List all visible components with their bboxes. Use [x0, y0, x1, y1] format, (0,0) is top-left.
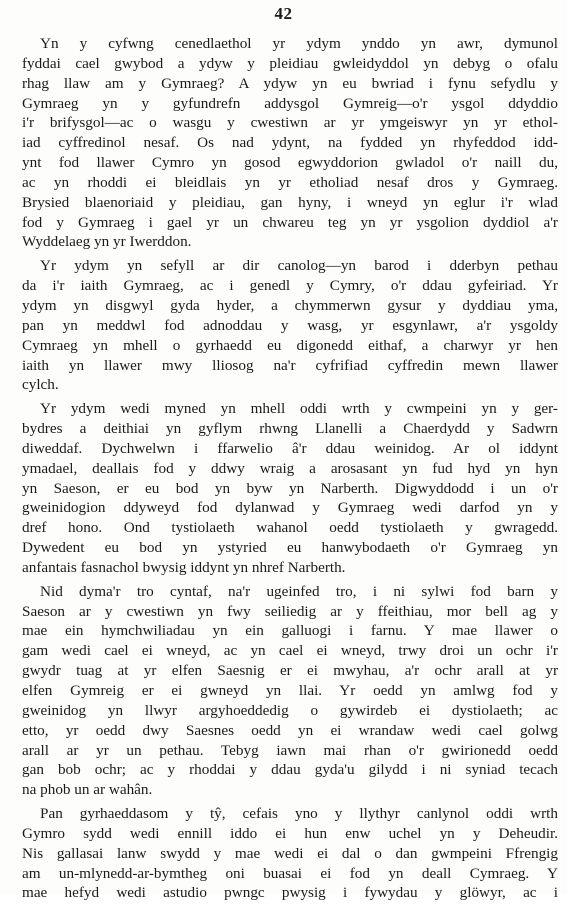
text-line: ymadael, deallais fod y ddwy wraig a arosasant yn fud hyd yn hyn — [22, 459, 558, 477]
text-line: gwydr tuag at yr elfen Saesnig er ei mwyhau, a'r ochr arall at yr — [22, 662, 558, 680]
text-line: gan bob ochr; ac y rhoddai y ddau gyda'u gilydd i ni syniad tecach — [22, 761, 558, 779]
paragraph — [22, 34, 558, 252]
text-line: dref hono. Ond tystiolaeth wahanol oedd tystiolaeth y gwragedd. — [22, 519, 558, 537]
body-text — [22, 34, 558, 907]
text-line: mae hefyd wedi astudio pwngc pwysig i fywydau y glöwyr, ac i — [22, 884, 558, 902]
text-line: elfen Gymreig er ei gwneyd yn llai. Yr oedd yn amlwg fod y — [22, 682, 558, 699]
text-line: yn Saeson, er eu bod yn byw yn Narberth. Digwyddodd i un o'r — [22, 479, 558, 497]
text-line: bydres a deithiai yn gyflym rhwng Llanelli a Chaerdydd y Sadwrn — [22, 420, 558, 438]
text-line: na phob un ar wahân. — [22, 781, 153, 799]
text-line: rhag llaw am y Gymraeg? A ydyw yn eu bwriad i fynu sefydlu y — [22, 74, 558, 92]
text-line: Pan gyrhaeddasom y tŷ, cefais yno y llythyr canlynol oddi wrth — [40, 805, 558, 823]
text-line: diweddaf. Dychwelwn i ffarwelio â'r ddau weinidog. Ar ol iddynt — [22, 439, 558, 457]
text-line: am un-mlynedd-ar-bymtheg oni buasai ei fod yn deall Cymraeg. Y — [22, 864, 558, 882]
text-line: Dywedent eu bod yn ystyried eu hanwybodaeth o'r Gymraeg yn — [22, 539, 558, 557]
text-line: Yn y cyfwng cenedlaethol yr ydym ynddo yn awr, dymunol — [40, 35, 558, 52]
text-line: ynt fod llawer Cymro yn gosod egwyddorion gwladol o'r naill du, — [22, 154, 558, 172]
text-line: iaith yn llawer mwy lliosog na'r cyfrifiad cyffredin mewn llawer — [22, 356, 558, 374]
text-line: gam wedi cael ei wneyd, ac yn cael ei wneyd, trwy droi un ochr i'r — [22, 642, 558, 660]
text-line: Nid dyma'r tro cyntaf, na'r ugeinfed tro, i ni sylwi fod barn y — [40, 582, 558, 600]
text-line: Brysied blaenoriaid y pleidiau, gan hyny, i wneyd yn eglur i'r wlad — [22, 193, 558, 211]
text-line: fod y Gymraeg i gael yr un chwareu teg yn yr ysgolion dyddiol a'r — [22, 213, 558, 231]
text-line: Nis gallasai lanw swydd y mae wedi ei dal o dan gwmpeini Ffrengig — [22, 844, 558, 862]
text-line: gweinidogion ddyweyd fod dylanwad y Gymraeg wedi darfod yn y — [22, 499, 558, 517]
text-line: iad cyffredinol nesaf. Os nad ydynt, na fydded yn rhyfeddod idd- — [22, 134, 558, 152]
text-line: anfantais fasnachol bwysig iddynt yn nhref Narberth. — [22, 558, 346, 576]
text-line: Yr ydym yn sefyll ar dir canolog—yn barod i dderbyn pethau — [40, 257, 558, 275]
text-line: Cymraeg yn mhell o gyrhaedd eu digonedd eithaf, a charwyr yr hen — [22, 336, 558, 354]
page-number: 42 — [274, 4, 293, 23]
text-line: ydym yn disgwyl gyda hyder, a chymmerwn gysur y dyddiau yma, — [22, 296, 558, 314]
text-line: fyddai cael gwybod a ydyw y pleidiau gwleidyddol yn debyg o ofalu — [22, 54, 558, 72]
text-line: Gymraeg yn y gyfundrefn addysgol Gymreig—o'r ysgol ddyddio — [22, 94, 558, 112]
text-line: Yr ydym wedi myned yn mhell oddi wrth y cwmpeini yn y ger- — [40, 400, 558, 418]
paragraph — [22, 582, 558, 800]
text-line: Saeson ar y cwestiwn yn fwy seiliedig ar y ffeithiau, mor bell ag y — [22, 602, 558, 620]
text-line: Wyddelaeg yn yr Iwerddon. — [22, 233, 192, 251]
paragraph — [22, 256, 558, 395]
text-line: mae ein hymchwiliadau yn ein galluogi i farnu. Y mae llawer o — [22, 622, 558, 640]
text-line: etto, yr oedd dwy Saesnes oedd yn ei wrandaw wedi cael golwg — [22, 721, 558, 739]
text-line: cylch. — [22, 376, 59, 394]
paragraph — [22, 804, 558, 903]
text-line: i'r brifysgol—ac o wasgu y cwestiwn ar yr ymgeiswyr yn yr ethol- — [22, 114, 558, 132]
text-line: arall ar yr un pethau. Tebyg iawn mai rhan o'r gwirionedd oedd — [22, 741, 558, 759]
text-line: gweinidog yn llwyr argyhoeddedig o gywirdeb ei dystiolaeth; ac — [22, 701, 558, 719]
text-line: da i'r iaith Gymraeg, ac i genedl y Cymry, o'r ddau gyfeiriad. Yr — [22, 277, 558, 295]
text-line: Gymro sydd wedi ennill iddo ei hun enw uchel yn y Deheudir. — [22, 824, 558, 842]
text-line: ac yn rhoddi ei bleidlais yn yr etholiad nesaf dros y Gymraeg. — [22, 173, 558, 191]
paragraph — [22, 399, 558, 578]
text-line: pan yn meddwl fod adnoddau y wasg, yr esgynlawr, a'r ysgoldy — [22, 316, 558, 334]
